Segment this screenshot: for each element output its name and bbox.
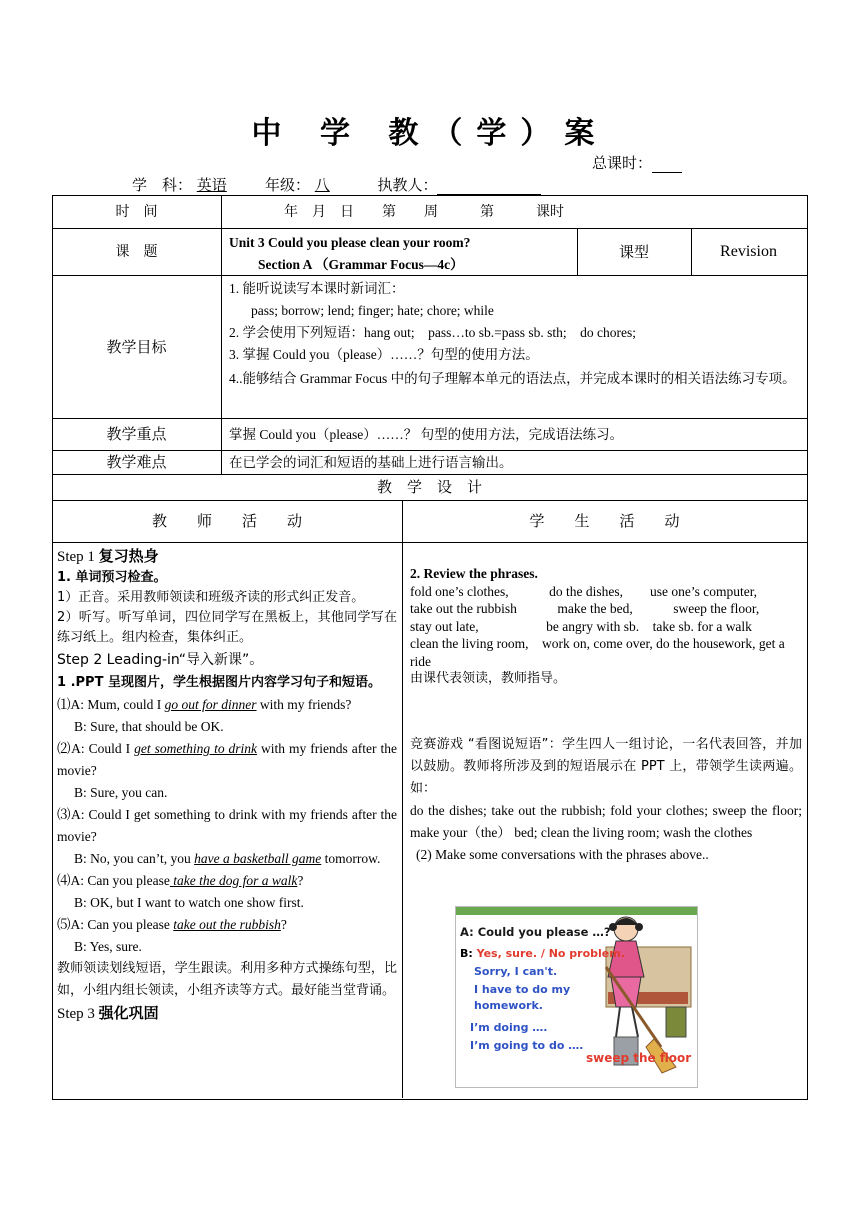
- goal-item: pass; borrow; lend; finger; hate; chore; while: [251, 303, 494, 318]
- dialogue-text: ⑷A: Can you please: [57, 873, 170, 888]
- subject-value: 英语: [196, 176, 227, 194]
- step3-title: 强化巩固: [98, 1004, 159, 1022]
- dialogue-text: ⑵A: Could I: [57, 741, 135, 756]
- key-label: 教学重点: [106, 425, 167, 443]
- teacher-blank: [437, 180, 541, 195]
- phrase-line: take out the rubbish make the bed, sweep the floor,: [410, 601, 760, 616]
- dialogue-line: [57, 914, 397, 936]
- dialogue-text: tomorrow.: [321, 851, 381, 866]
- goals-label: 教学目标: [106, 337, 167, 356]
- conversation-instruction: (2) Make some conversations with the phrases above..: [416, 846, 709, 862]
- dialogue-line: B: OK, but I want to watch one show first.: [74, 895, 304, 910]
- col-divider: [221, 195, 222, 475]
- dialogue-line: [57, 738, 397, 782]
- review-note: 由课代表领读，教师指导。: [410, 671, 567, 686]
- difficult-label: 教学难点: [106, 453, 167, 471]
- slide-question: A: Could you please …?: [460, 925, 611, 939]
- slide-text: I’m doing ….: [470, 1021, 548, 1034]
- dialogue-line: [57, 870, 397, 892]
- ppt-slide-image: [455, 906, 698, 1088]
- review-heading: 2. Review the phrases.: [410, 566, 538, 581]
- step1-label: Step 1: [57, 549, 95, 565]
- step1-title: 复习热身: [98, 547, 159, 565]
- underlined-phrase: take the dog for a walk: [169, 873, 298, 888]
- type-label: 课型: [618, 242, 649, 261]
- page-title: 中 学 教（学）案: [251, 116, 609, 151]
- grade-value: 八: [314, 176, 330, 194]
- underlined-phrase: take out the rubbish: [173, 917, 281, 932]
- topic-line1: Unit 3 Could you please clean your room?: [229, 235, 471, 250]
- underlined-phrase: have a basketball game: [194, 851, 322, 866]
- goals-list: [229, 278, 801, 391]
- goal-item: 2. 学会使用下列短语：hang out; pass…to sb.=pass sb. sth; do chores;: [229, 325, 636, 340]
- slide-caption: sweep the floor: [586, 1051, 692, 1065]
- subject-label: 学 科：: [132, 176, 193, 194]
- dialogue-text: with my friends after the movie?: [57, 741, 397, 778]
- dialogue-line: B: Sure, you can.: [74, 785, 168, 800]
- grade-label: 年级：: [264, 176, 310, 194]
- step2-label: Step 2 Leading-in“导入新课”。: [57, 652, 264, 668]
- phrase-line: clean the living room, work on, come over, do the housework, get a ride: [410, 636, 785, 669]
- dialogue-text: ?: [297, 873, 304, 888]
- dialogue-text: ⑸A: Can you please: [57, 917, 174, 932]
- goal-item: 4..能够结合 Grammar Focus 中的句子理解本单元的语法点，并完成本课时的相关语法练习专项。: [229, 371, 796, 386]
- step2-heading: 1 .PPT 呈现图片，学生根据图片内容学习句子和短语。: [57, 675, 381, 690]
- dialogue-text: ⑴A: Mum, could I: [57, 697, 165, 712]
- slide-text: B:: [460, 947, 477, 960]
- dialogue-line: [57, 694, 397, 716]
- teacher-activity-heading: 教 师 活 动: [151, 512, 302, 530]
- teacher-label: 执教人：: [377, 176, 438, 194]
- time-label: 时 间: [115, 203, 158, 220]
- total-lessons: [592, 152, 682, 173]
- step2-closing: 教师领读划线短语，学生跟读。利用多种方式操练句型，比如，小组内组长领读，小组齐读等方式。最好能当堂背诵。: [57, 961, 397, 998]
- slide-answer: [460, 947, 625, 960]
- teacher-activity-content: [57, 545, 397, 1025]
- slide-text: I have to do my: [474, 983, 571, 996]
- slide-text: Sorry, I can't.: [474, 965, 558, 978]
- slide-text: I’m going to do ….: [470, 1039, 584, 1052]
- key-value: 掌握 Could you（please）……？ 句型的使用方法，完成语法练习。: [229, 427, 624, 442]
- phrase-line: fold one’s clothes, do the dishes, use one’s computer,: [410, 583, 758, 599]
- design-heading: 教 学 设 计: [376, 478, 482, 496]
- step1-para2: 2）听写。听写单词，四位同学写在黑板上，其他同学写在练习纸上。组内检查，集体纠正。: [57, 610, 397, 645]
- time-value: 年 月 日 第 周 第 课时: [284, 204, 564, 220]
- step1-heading: 1. 单词预习检查。: [57, 570, 167, 585]
- slide-text: Yes, sure. / No problem.: [476, 947, 625, 960]
- step1-para1: 1）正音。采用教师领读和班级齐读的形式纠正发音。: [57, 590, 365, 605]
- goal-item: 1. 能听说读写本课时新词汇：: [229, 281, 405, 296]
- step3-label: Step 3: [57, 1006, 95, 1022]
- dialogue-text: B: No, you can’t, you: [74, 851, 195, 866]
- slide-text: homework.: [474, 999, 543, 1012]
- dialogue-line: B: Sure, that should be OK.: [74, 719, 224, 734]
- type-value: Revision: [720, 242, 777, 260]
- col-divider: [402, 500, 403, 1098]
- dialogue-line: ⑶A: Could I get something to drink with my friends after the movie?: [57, 807, 397, 844]
- dialogue-line: B: Yes, sure.: [74, 939, 142, 954]
- game-description: 竞赛游戏 “看图说短语”：学生四人一组讨论，一名代表回答，并加以鼓励。教师将所涉及到的短语展示在 PPT 上，带领学生读两遍。如：: [410, 736, 802, 796]
- dialogue-text: with my friends?: [256, 697, 352, 712]
- dialogue-text: ?: [280, 917, 287, 932]
- topic-line2: Section A （Grammar Focus—4c）: [258, 257, 464, 272]
- dialogue-line: [57, 848, 397, 870]
- phrase-examples: do the dishes; take out the rubbish; fold your clothes; sweep the floor; make your（the） bed; clean the living room; wash the clothes: [410, 802, 802, 840]
- goal-item: 3. 掌握 Could you（please）……？句型的使用方法。: [229, 347, 539, 362]
- difficult-value: 在已学会的词汇和短语的基础上进行语言输出。: [229, 455, 513, 470]
- underlined-phrase: go out for dinner: [164, 697, 257, 712]
- student-activity-content: [410, 565, 802, 866]
- topic-label: 课 题: [115, 243, 158, 260]
- total-blank: [652, 158, 682, 173]
- student-activity-heading: 学 生 活 动: [529, 512, 680, 530]
- total-label: 总课时：: [592, 154, 653, 172]
- meta-line: [132, 174, 541, 195]
- phrase-line: stay out late, be angry with sb. take sb. for a walk: [410, 618, 752, 634]
- underlined-phrase: get something to drink: [134, 741, 258, 756]
- row-divider: [52, 542, 807, 543]
